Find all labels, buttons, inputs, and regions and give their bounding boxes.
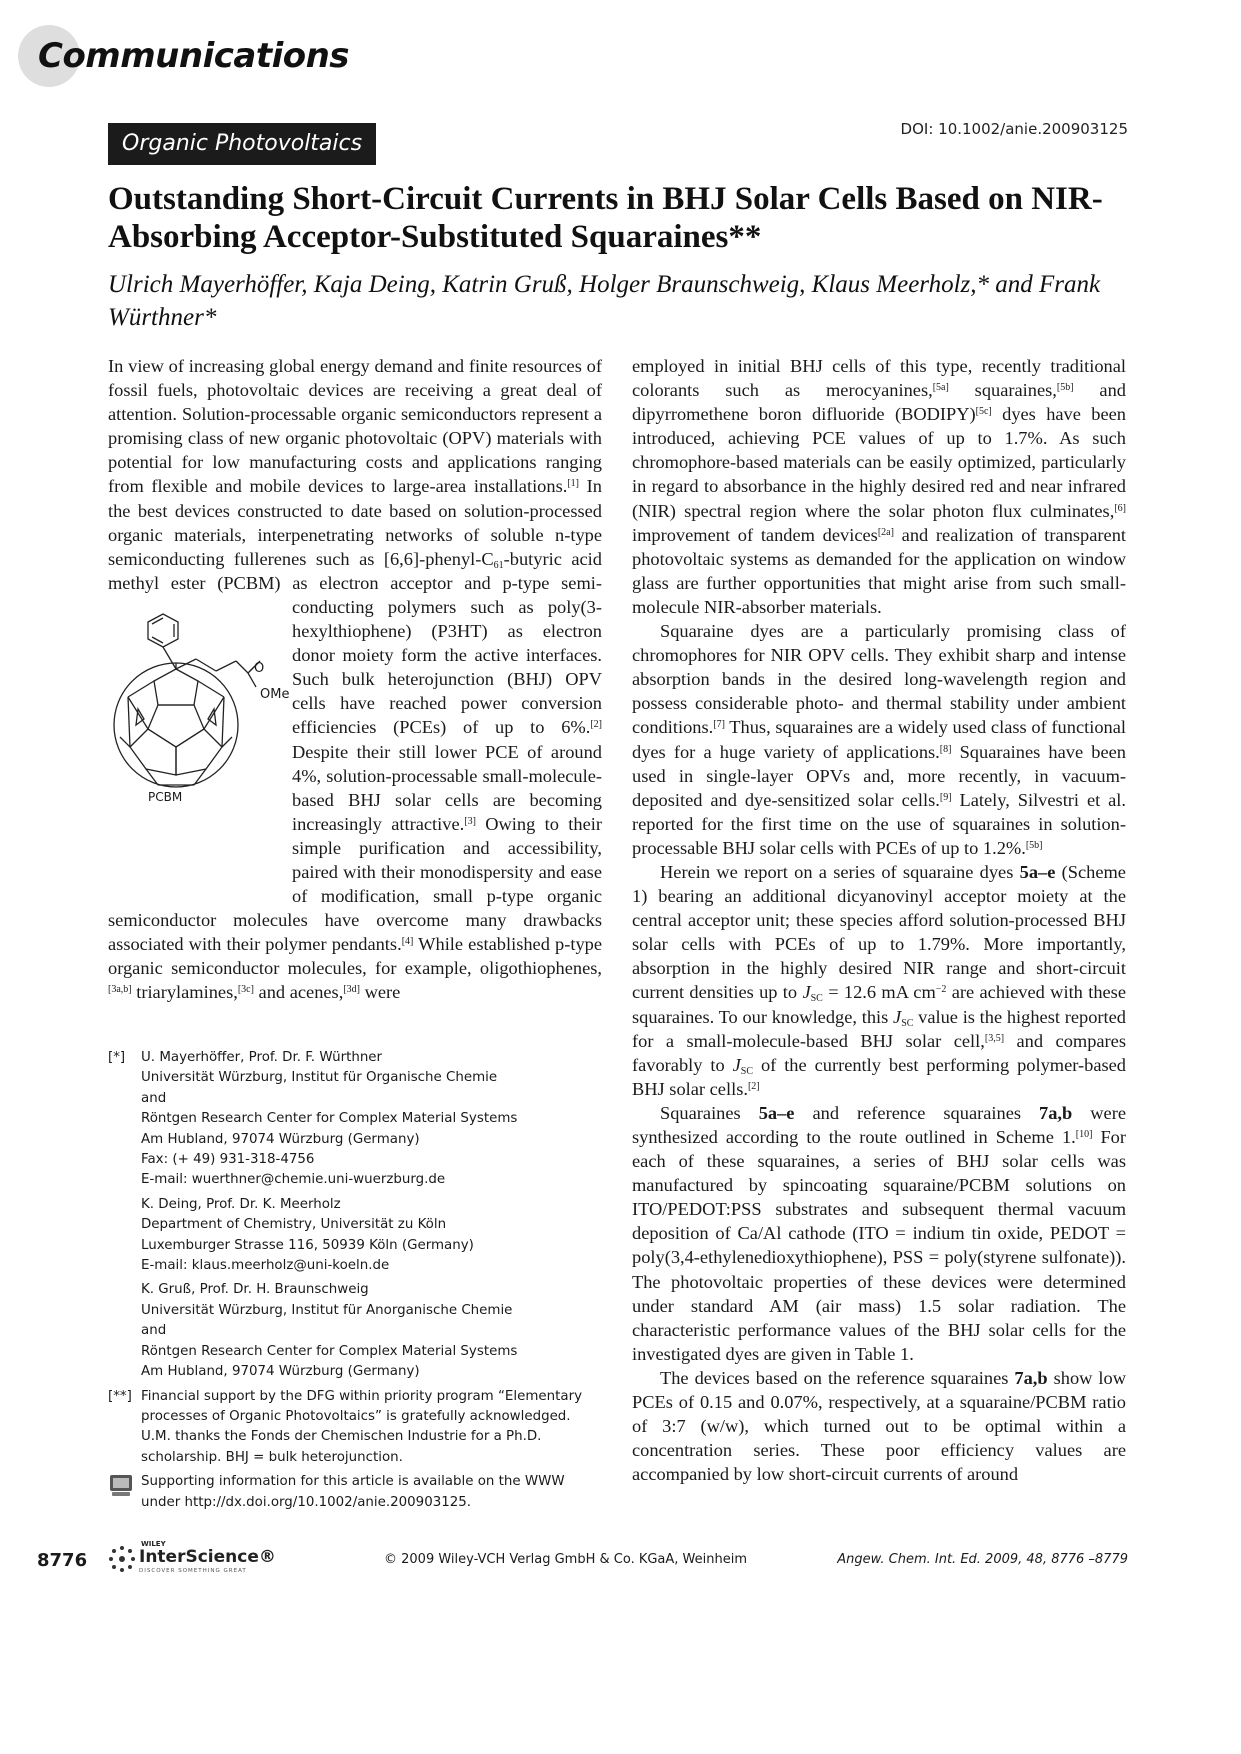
journal-citation: Angew. Chem. Int. Ed. 2009, 48, 8776 –8779	[837, 1552, 1128, 1567]
computer-icon	[108, 1474, 134, 1498]
left-column	[108, 354, 602, 1005]
footnote-line: Röntgen Research Center for Complex Material Systems	[141, 1111, 518, 1127]
footnote-line: Supporting information for this article is available on the WWW	[141, 1474, 565, 1490]
paragraph: Herein we report on a series of squaraine dyes 5a–e (Scheme 1) bearing an additional dicyanovinyl acceptor moiety at the central acceptor unit; these species afford solution-processed BHJ solar cells with PCEs of up to 1.79%. More importantly, absorption in the highly desired NIR range and short-circuit current densities up to $J_{SC} = 12.6$ mA $cm^{-2}$ are achieved with these squaraines. To our knowledge, this $J_{SC}$ value is the highest reported for a small-molecule-based BHJ solar cell,[3,5] and compares favorably to $J_{SC}$ of the currently best performing polymer-based BHJ solar cells.[2]	[632, 861, 1127, 1099]
section-heading: Communications	[38, 36, 350, 76]
footnote-line: Am Hubland, 97074 Würzburg (Germany)	[141, 1364, 420, 1380]
footnote-line: and	[141, 1090, 167, 1106]
paragraph: Squaraines 5a–e and reference squaraines 7a,b were synthesized according to the route outlined in Scheme 1.[10] For each of these squaraines, a series of BHJ solar cells was manufactured by spincoating squaraine/PCBM solutions on ITO/PEDOT:PSS substrates and subsequent thermal vacuum deposition of Ca/Al cathode (ITO = indium tin oxide, PEDOT = poly(3,4-ethylenedioxythiophene), PSS = poly(styrene sulfonate)). The photovoltaic properties of these devices were determined under standard AM (air mass) 1.5 solar radiation. The characteristic performance values of the BHJ solar cells for the investigated dyes are given in Table 1.	[632, 1102, 1126, 1364]
footnote-line: K. Deing, Prof. Dr. K. Meerholz	[141, 1196, 341, 1212]
footnote-line: Universität Würzburg, Institut für Anorganische Chemie	[141, 1302, 513, 1318]
footnote-line: Department of Chemistry, Universität zu Köln	[141, 1217, 447, 1233]
footnote-line: and	[141, 1323, 167, 1339]
copyright: © 2009 Wiley-VCH Verlag GmbH & Co. KGaA, Weinheim	[384, 1552, 748, 1567]
right-column	[632, 354, 1126, 1486]
footnote-line: U.M. thanks the Fonds der Chemischen Industrie for a Ph.D.	[141, 1429, 542, 1445]
footnote-line: Fax: (+ 49) 931-318-4756	[141, 1152, 315, 1168]
article-authors: Ulrich Mayerhöffer, Kaja Deing, Katrin Gruß, Holger Braunschweig, Klaus Meerholz,* and Frank Würthner*	[108, 271, 1101, 331]
supporting-info-note	[108, 1472, 608, 1513]
category-badge: Organic Photovoltaics	[108, 123, 376, 165]
logo-wiley-text: WILEY	[141, 1540, 166, 1548]
paragraph: In view of increasing global energy demand and finite resources of fossil fuels, photovoltaic devices are receiving a great deal of attention. Solution-processable organic semiconductors represent a promising class of new organic photovoltaic (OPV) materials with potential for low manufacturing costs and applications ranging from flexible and mobile devices to large-area installations.[1] In the best devices constructed to date based on solution-processed organic materials, interpenetrating networks of soluble n-type semiconducting fullerenes such as $[6,6]-phenyl-C_{61}$-butyric acid methyl ester (PCBM) as electron acceptor and p-type semi- O OMe PCBM conducting polymers such as poly(3-hexylthiophene) (P3HT) as electron donor moiety form the active interfaces. Such bulk heterojunction (BHJ) OPV cells have reached power conversion efficiencies (PCEs) of up to 6%.[2] Despite their still lower PCE of around 4%, solution-processable small-molecule-based BHJ solar cells are becoming increasingly attractive.[3] Owing to their simple purification and accessibility, paired with their monodispersity and ease of modification, small p-type organic semiconductor molecules have overcome many drawbacks associated with their polymer pendants.[4] While established p-type organic semiconductor molecules, for example, oligothiophenes,[3a,b] triarylamines,[3c] and acenes,[3d] were	[108, 356, 602, 1003]
footnote-line: Am Hubland, 97074 Würzburg (Germany)	[141, 1131, 420, 1147]
email-link[interactable]: E-mail: klaus.meerholz@uni-koeln.de	[141, 1258, 390, 1274]
footnote-line: Röntgen Research Center for Complex Material Systems	[141, 1343, 518, 1359]
affiliation-footnote	[108, 1280, 608, 1382]
affiliation-footnote	[108, 1048, 608, 1191]
footnote-line: scholarship. BHJ = bulk heterojunction.	[141, 1449, 403, 1465]
funding-footnote	[108, 1387, 608, 1469]
page-number: 8776	[37, 1550, 88, 1571]
footnote-line: Universität Würzburg, Institut für Organische Chemie	[141, 1070, 498, 1086]
email-link[interactable]: E-mail: wuerthner@chemie.uni-wuerzburg.de	[141, 1172, 446, 1188]
interscience-logo-icon	[107, 1544, 137, 1574]
footnote-line: U. Mayerhöffer, Prof. Dr. F. Würthner	[141, 1050, 383, 1065]
logo-tagline: DISCOVER SOMETHING GREAT	[139, 1568, 247, 1574]
footnote-mark: [**]	[108, 1388, 132, 1404]
affiliation-footnote	[108, 1195, 608, 1277]
pcbm-structure-figure	[108, 597, 290, 885]
footnote-line: K. Gruß, Prof. Dr. H. Braunschweig	[141, 1282, 369, 1298]
doi-text[interactable]: DOI: 10.1002/anie.200903125	[900, 120, 1128, 138]
oxygen-label: O	[254, 660, 265, 676]
article-title: Outstanding Short-Circuit Currents in BHJ Solar Cells Based on NIR-Absorbing Acceptor-Substituted Squaraines**	[108, 181, 1103, 255]
methoxy-label: OMe	[260, 686, 290, 702]
footnote-line: processes of Organic Photovoltaics” is gratefully acknowledged.	[141, 1408, 571, 1424]
paragraph: Squaraine dyes are a particularly promising class of chromophores for NIR OPV cells. They exhibit sharp and intense absorption bands in the desired long-wavelength region and possess considerable photo- and thermal stability under ambient conditions.[7] Thus, squaraines are a widely used class of functional dyes for a huge variety of applications.[8] Squaraines have been used in single-layer OPVs and, more recently, in vacuum-deposited and dye-sensitized solar cells.[9] Lately, Silvestri et al. reported for the first time on the use of squaraines in solution-processable BHJ solar cells with PCEs of up to 1.2%.[5b]	[632, 621, 1126, 858]
footnotes	[108, 1048, 608, 1513]
paragraph: employed in initial BHJ cells of this type, recently traditional colorants such as merocyanines,[5a] squaraines,[5b] and dipyrromethene boron difluoride (BODIPY)[5c] dyes have been introduced, achieving PCE values of up to 1.7%. As such chromophore-based materials can be easily optimized, particularly in regard to absorbance in the highly desired red and near infrared (NIR) spectral region where the solar photon flux culminates,[6] improvement of tandem devices[2a] and realization of transparent photovoltaic systems as demanded for the application on window glass are further opportunities that might arise from such small-molecule NIR-absorber materials.	[632, 356, 1126, 617]
footnote-line: Luxemburger Strasse 116, 50939 Köln (Germany)	[141, 1237, 474, 1253]
paragraph: The devices based on the reference squaraines 7a,b show low PCEs of 0.15 and 0.07%, respectively, at a squaraine/PCBM ratio of 3:7 (w/w), which turned out to be optimal within a concentration series. These poor efficiency values are accompanied by low short-circuit currents of around	[632, 1367, 1126, 1485]
footnote-line: Financial support by the DFG within priority program “Elementary	[141, 1388, 582, 1404]
footnote-mark: [*]	[108, 1050, 126, 1065]
pcbm-label: PCBM	[148, 789, 183, 804]
supporting-info-link[interactable]: under http://dx.doi.org/10.1002/anie.200903125.	[141, 1494, 472, 1510]
pcbm-molecule-icon	[108, 597, 278, 812]
interscience-logo	[107, 1540, 287, 1580]
logo-interscience-text: InterScience®	[139, 1547, 276, 1567]
